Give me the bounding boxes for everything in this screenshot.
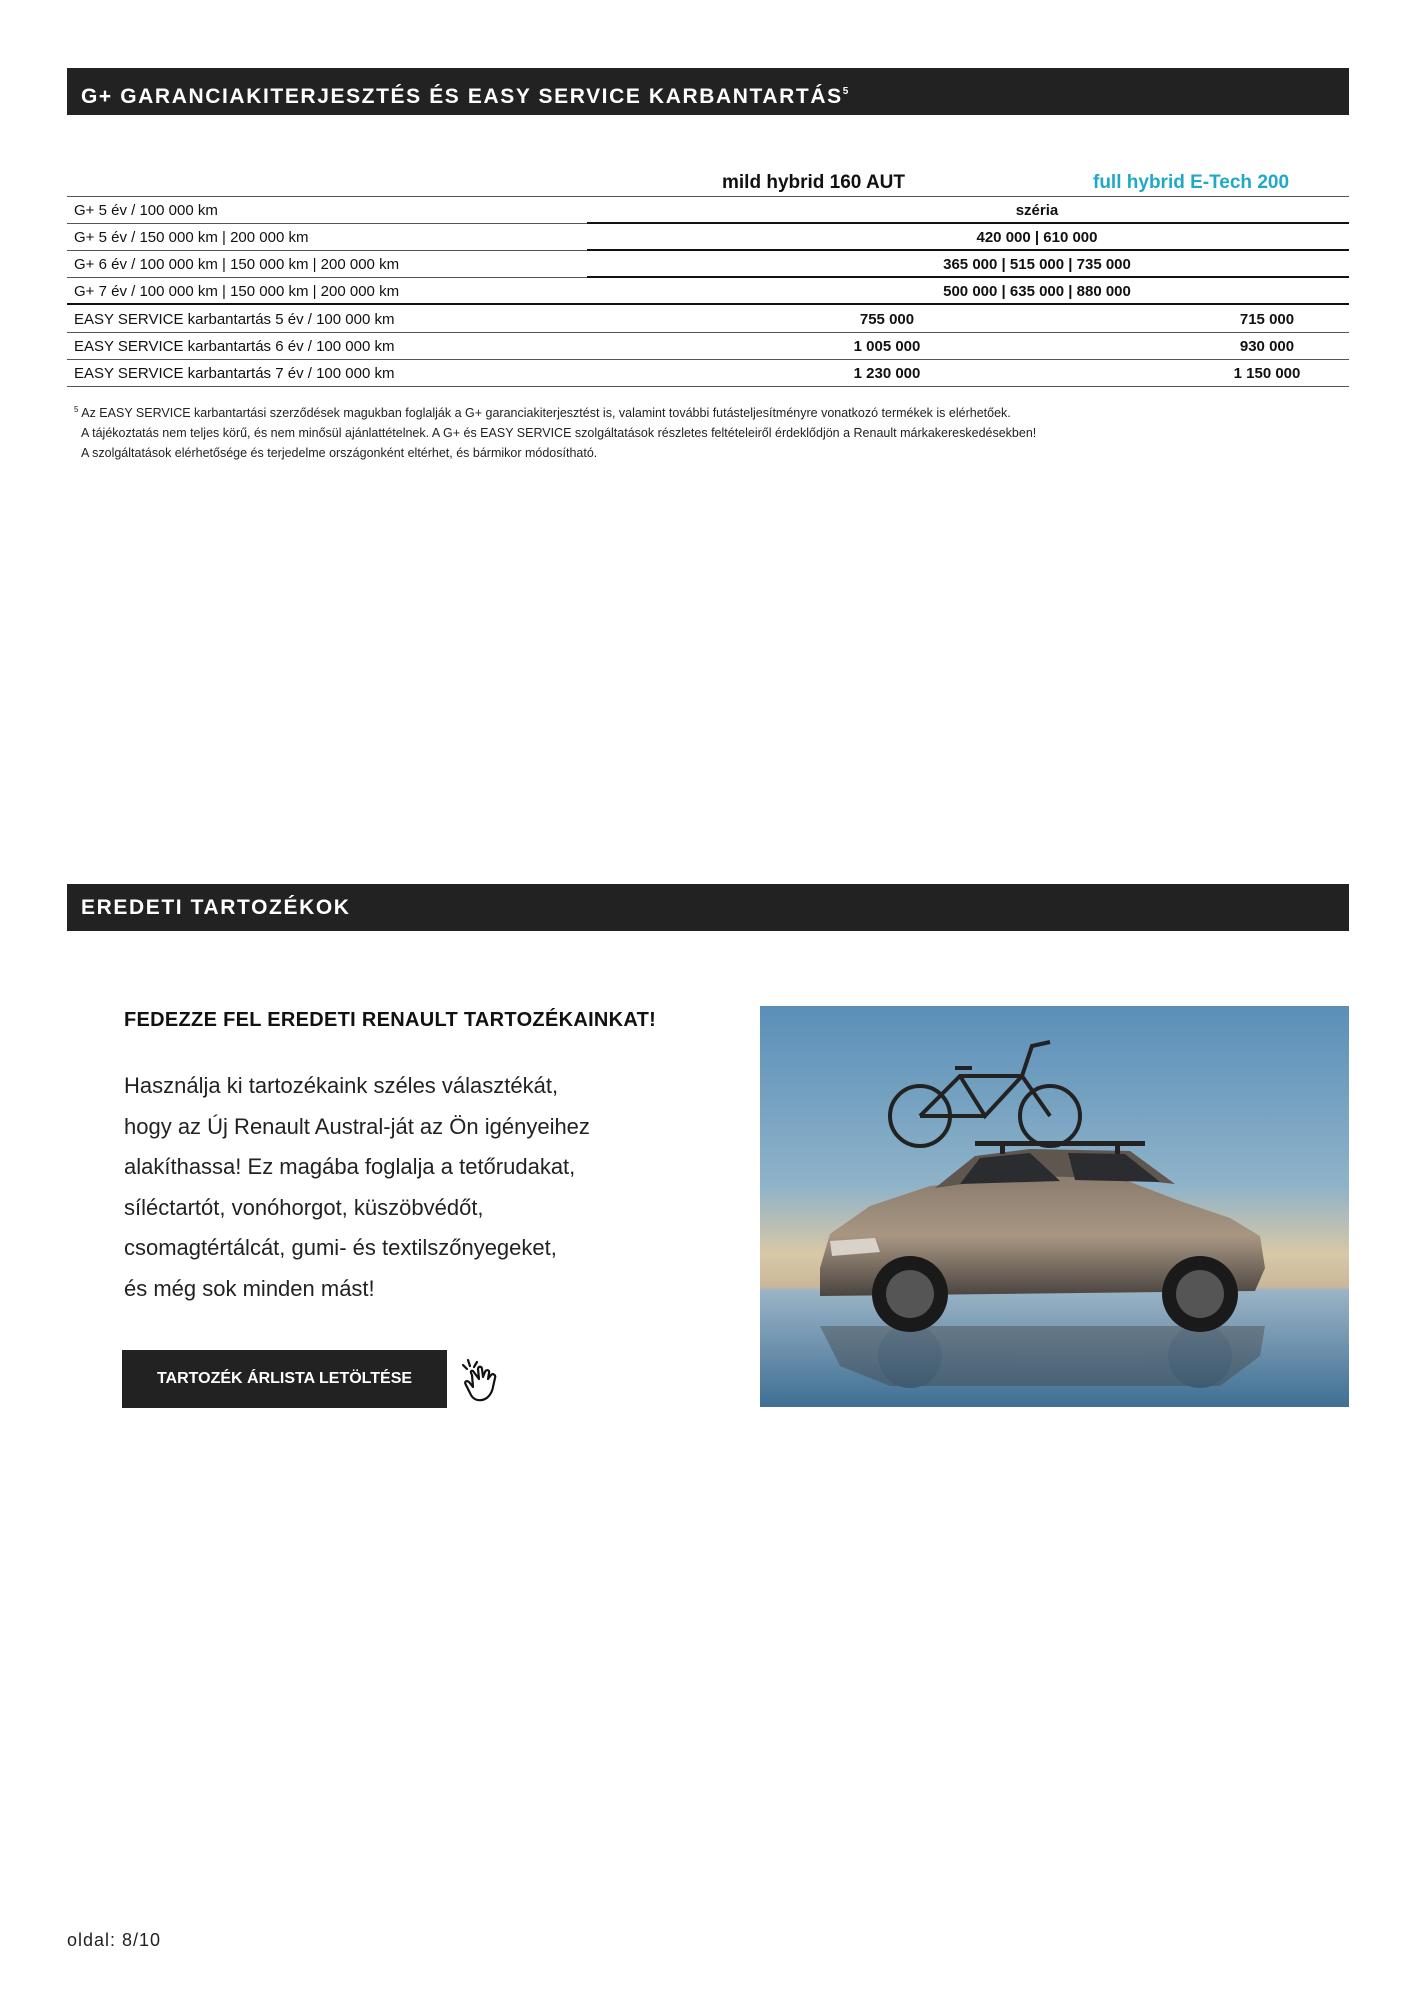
row-value-full: 930 000 [1239, 338, 1295, 355]
row-value: 365 000 | 515 000 | 735 000 [943, 256, 1131, 273]
row-value-mild: 1 005 000 [853, 338, 921, 355]
description-line: síléctartót, vonóhorgot, küszöbvédőt, [124, 1194, 484, 1220]
row-label: G+ 5 év / 150 000 km | 200 000 km [74, 229, 309, 246]
table-row [67, 251, 1349, 278]
footnote [74, 400, 1036, 463]
row-label: EASY SERVICE karbantartás 6 év / 100 000 km [74, 338, 395, 355]
accessories-section-header [67, 884, 1349, 931]
row-label: G+ 6 év / 100 000 km | 150 000 km | 200 000 km [74, 256, 400, 273]
description-line: és még sok minden mást! [124, 1275, 375, 1301]
footnote-line: A szolgáltatások elérhetősége és terjedelme országonként eltérhet, és bármikor módosítható. [81, 446, 598, 461]
row-label: EASY SERVICE karbantartás 7 év / 100 000 km [74, 365, 395, 382]
table-row [67, 333, 1349, 360]
description-line: hogy az Új Renault Austral-ját az Ön igényeihez [124, 1113, 590, 1139]
description-line: csomagtértálcát, gumi- és textilszőnyegeket, [124, 1235, 557, 1260]
table-row [67, 360, 1349, 387]
description-line: Használja ki tartozékaink széles választékát, [124, 1073, 559, 1098]
column-header-mild-hybrid: mild hybrid 160 AUT [722, 172, 905, 193]
accessories-section-title: EREDETI TARTOZÉKOK [81, 896, 351, 919]
footnote-marker: 5 [842, 86, 849, 97]
warranty-section-title: G+ GARANCIAKITERJESZTÉS ÉS EASY SERVICE KARBANTARTÁS [81, 85, 843, 108]
table-row [67, 278, 1349, 305]
row-value-mild: 1 230 000 [853, 365, 921, 382]
footnote-line: A tájékoztatás nem teljes körű, és nem minősül ajánlattételnek. A G+ és EASY SERVICE szolgáltatások részletes feltételeiről érdeklődjön a Renault márkakereskedésekben! [81, 426, 1037, 441]
column-header-full-hybrid: full hybrid E-Tech 200 [1093, 172, 1290, 193]
accessories-heading: FEDEZZE FEL EREDETI RENAULT TARTOZÉKAINKAT! [124, 1009, 657, 1031]
row-value: 420 000 | 610 000 [976, 229, 1098, 246]
warranty-section-header [67, 68, 1349, 115]
row-label: EASY SERVICE karbantartás 5 év / 100 000 km [74, 311, 395, 328]
description-line: alakíthassa! Ez magába foglalja a tetőrudakat, [124, 1154, 576, 1179]
footnote-line: Az EASY SERVICE karbantartási szerződések magukban foglalják a G+ garanciakiterjesztést is, valamint további futásteljesítményre vonatkozó termékek is elérhetőek. [81, 406, 1011, 421]
table-row [67, 197, 1349, 224]
table-row [67, 224, 1349, 251]
row-value: széria [1015, 202, 1059, 219]
page-number: oldal: 8/10 [67, 1930, 162, 1950]
footnote-number: 5 [74, 405, 79, 414]
car-with-bike-photo [760, 1006, 1349, 1407]
row-label: G+ 5 év / 100 000 km [74, 202, 218, 219]
download-price-list-button[interactable]: TARTOZÉK ÁRLISTA LETÖLTÉSE [122, 1350, 447, 1408]
row-label: G+ 7 év / 100 000 km | 150 000 km | 200 000 km [74, 283, 400, 300]
table-row [67, 306, 1349, 333]
row-value-full: 1 150 000 [1233, 365, 1301, 382]
hand-pointer-icon[interactable] [458, 1355, 506, 1405]
row-value: 500 000 | 635 000 | 880 000 [943, 283, 1131, 300]
accessories-description [124, 1066, 590, 1309]
row-value-full: 715 000 [1239, 311, 1295, 328]
row-value-mild: 755 000 [859, 311, 915, 328]
